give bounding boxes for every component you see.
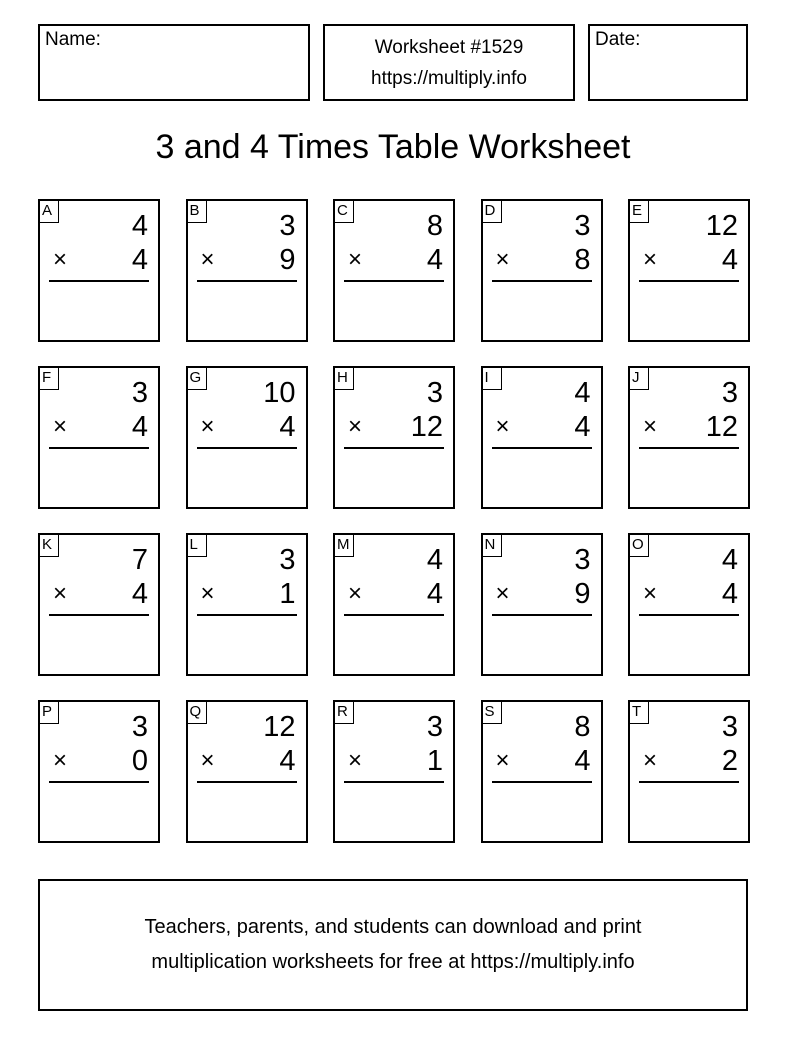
times-sign-icon: × <box>643 413 658 440</box>
multiplier: 2 <box>721 745 738 777</box>
multiplier: 4 <box>131 411 148 443</box>
multiplier: 0 <box>131 745 148 777</box>
answer-line <box>344 280 444 282</box>
multiplier: 9 <box>279 244 296 276</box>
answer-line <box>639 781 739 783</box>
multiplicand: 10 <box>263 377 296 409</box>
name-label: Name: <box>45 29 101 50</box>
answer-line <box>492 447 592 449</box>
multiplicand: 7 <box>131 544 148 576</box>
date-field[interactable] <box>588 24 748 101</box>
times-sign-icon: × <box>200 413 215 440</box>
times-sign-icon: × <box>643 747 658 774</box>
multiplicand: 4 <box>721 544 738 576</box>
problem-cell-p[interactable] <box>38 700 160 843</box>
multiplier: 4 <box>574 411 591 443</box>
answer-line <box>639 614 739 616</box>
multiplicand: 12 <box>705 210 738 242</box>
times-sign-icon: × <box>348 413 363 440</box>
problem-letter: S <box>483 702 502 724</box>
problem-letter: R <box>335 702 354 724</box>
multiplicand: 3 <box>721 377 738 409</box>
multiplicand: 4 <box>426 544 443 576</box>
footer-line-2: multiplication worksheets for free at https://multiply.info <box>151 951 635 973</box>
multiplier: 8 <box>574 244 591 276</box>
multiplier: 4 <box>426 578 443 610</box>
problem-letter: E <box>630 201 649 223</box>
problem-letter: N <box>483 535 502 557</box>
problem-letter: A <box>40 201 59 223</box>
times-sign-icon: × <box>495 413 510 440</box>
problem-letter: C <box>335 201 354 223</box>
multiplicand: 3 <box>279 210 296 242</box>
multiplicand: 3 <box>574 210 591 242</box>
answer-line <box>344 781 444 783</box>
problem-letter: G <box>188 368 207 390</box>
multiplicand: 3 <box>574 544 591 576</box>
problem-letter: K <box>40 535 59 557</box>
answer-line <box>492 614 592 616</box>
answer-line <box>197 614 297 616</box>
answer-line <box>197 781 297 783</box>
problem-letter: L <box>188 535 207 557</box>
worksheet-info-box <box>323 24 575 101</box>
multiplier: 4 <box>279 411 296 443</box>
times-sign-icon: × <box>643 246 658 273</box>
answer-line <box>49 280 149 282</box>
times-sign-icon: × <box>53 580 68 607</box>
problem-cell-a[interactable] <box>38 199 160 342</box>
multiplicand: 8 <box>574 711 591 743</box>
name-field[interactable] <box>38 24 310 101</box>
multiplier: 4 <box>721 578 738 610</box>
multiplier: 1 <box>426 745 443 777</box>
problem-letter: F <box>40 368 59 390</box>
multiplicand: 3 <box>426 377 443 409</box>
multiplicand: 4 <box>131 210 148 242</box>
times-sign-icon: × <box>53 413 68 440</box>
footer-note <box>38 879 748 1011</box>
times-sign-icon: × <box>495 246 510 273</box>
multiplicand: 12 <box>263 711 296 743</box>
problem-letter: P <box>40 702 59 724</box>
answer-line <box>49 781 149 783</box>
answer-line <box>639 280 739 282</box>
problem-cell-c[interactable] <box>333 199 455 342</box>
problem-letter: O <box>630 535 649 557</box>
multiplicand: 8 <box>426 210 443 242</box>
multiplier: 4 <box>426 244 443 276</box>
worksheet-url: https://multiply.info <box>371 67 527 89</box>
worksheet-number: Worksheet #1529 <box>374 36 524 58</box>
multiplier: 4 <box>721 244 738 276</box>
times-sign-icon: × <box>53 747 68 774</box>
multiplicand: 3 <box>131 711 148 743</box>
problem-letter: Q <box>188 702 207 724</box>
times-sign-icon: × <box>348 246 363 273</box>
times-sign-icon: × <box>348 580 363 607</box>
multiplier: 1 <box>279 578 296 610</box>
answer-line <box>197 447 297 449</box>
problem-cell-f[interactable] <box>38 366 160 509</box>
answer-line <box>492 781 592 783</box>
multiplier: 4 <box>279 745 296 777</box>
multiplicand: 3 <box>131 377 148 409</box>
problem-cell-n[interactable] <box>481 533 603 676</box>
problem-letter: I <box>483 368 502 390</box>
answer-line <box>49 614 149 616</box>
problem-cell-l[interactable] <box>186 533 308 676</box>
answer-line <box>492 280 592 282</box>
multiplicand: 3 <box>721 711 738 743</box>
problem-letter: B <box>188 201 207 223</box>
answer-line <box>639 447 739 449</box>
multiplier: 12 <box>410 411 443 443</box>
problem-cell-r[interactable] <box>333 700 455 843</box>
date-label: Date: <box>595 29 641 50</box>
problem-cell-j[interactable] <box>628 366 750 509</box>
problem-cell-g[interactable] <box>186 366 308 509</box>
problem-letter: H <box>335 368 354 390</box>
problem-cell-i[interactable] <box>481 366 603 509</box>
problem-cell-d[interactable] <box>481 199 603 342</box>
problem-letter: J <box>630 368 649 390</box>
times-sign-icon: × <box>495 580 510 607</box>
problem-cell-o[interactable] <box>628 533 750 676</box>
answer-line <box>49 447 149 449</box>
multiplier: 4 <box>131 244 148 276</box>
problem-cell-m[interactable] <box>333 533 455 676</box>
problem-cell-h[interactable] <box>333 366 455 509</box>
times-sign-icon: × <box>200 747 215 774</box>
footer-line-1: Teachers, parents, and students can download and print <box>144 916 642 938</box>
problem-cell-e[interactable] <box>628 199 750 342</box>
page-title: 3 and 4 Times Table Worksheet <box>155 128 631 166</box>
problem-letter: T <box>630 702 649 724</box>
problem-cell-s[interactable] <box>481 700 603 843</box>
times-sign-icon: × <box>53 246 68 273</box>
times-sign-icon: × <box>643 580 658 607</box>
problem-letter: M <box>335 535 354 557</box>
problem-cell-t[interactable] <box>628 700 750 843</box>
times-sign-icon: × <box>200 246 215 273</box>
times-sign-icon: × <box>348 747 363 774</box>
multiplier: 12 <box>705 411 738 443</box>
times-sign-icon: × <box>200 580 215 607</box>
problem-letter: D <box>483 201 502 223</box>
problem-cell-q[interactable] <box>186 700 308 843</box>
times-sign-icon: × <box>495 747 510 774</box>
multiplier: 4 <box>574 745 591 777</box>
answer-line <box>344 447 444 449</box>
problem-cell-k[interactable] <box>38 533 160 676</box>
multiplier: 4 <box>131 578 148 610</box>
answer-line <box>344 614 444 616</box>
problem-cell-b[interactable] <box>186 199 308 342</box>
multiplicand: 4 <box>574 377 591 409</box>
answer-line <box>197 280 297 282</box>
multiplicand: 3 <box>426 711 443 743</box>
multiplicand: 3 <box>279 544 296 576</box>
multiplier: 9 <box>574 578 591 610</box>
problem-grid <box>38 199 750 843</box>
